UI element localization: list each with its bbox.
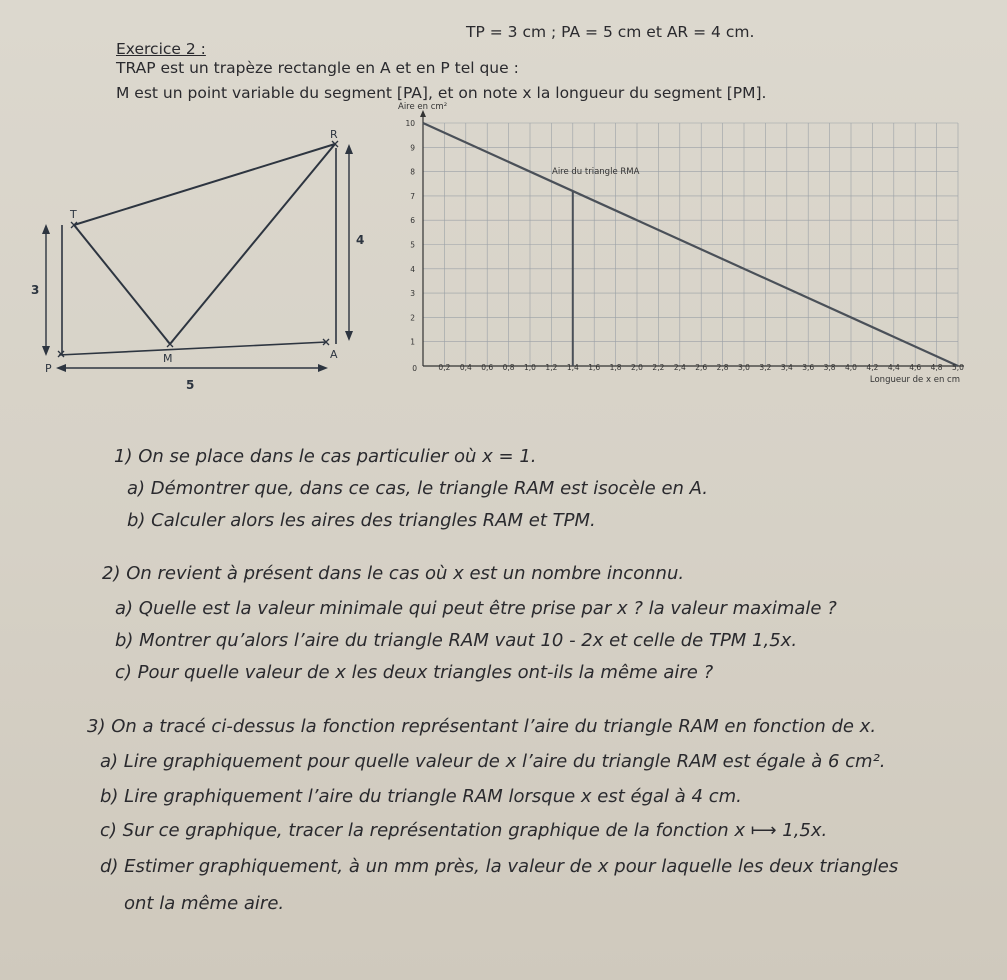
dimension-label-ar: 4 <box>356 233 365 247</box>
question-1a: a) Démontrer que, dans ce cas, le triangle RAM est isocèle en A. <box>127 478 709 499</box>
x-axis-label: Longueur de x en cm <box>869 375 960 385</box>
x-tick-label: 1,6 <box>588 363 601 372</box>
question-2a: a) Quelle est la valeur minimale qui peut être prise par x ? la valeur maximale ? <box>115 598 837 619</box>
y-tick-label: 5 <box>410 240 415 250</box>
y-tick-label: 6 <box>410 216 415 226</box>
x-tick-label: 4,4 <box>887 363 900 372</box>
x-tick-label: 1,2 <box>545 363 558 372</box>
x-tick-label: 4,8 <box>930 363 943 372</box>
exercise-statement-variable: M est un point variable du segment [PA], et on note x la longueur du segment [PM]. <box>116 84 767 102</box>
question-2: 2) On revient à présent dans le cas où x est un nombre inconnu. <box>102 563 685 584</box>
exercise-statement: TRAP est un trapèze rectangle en A et en P tel que : <box>116 59 519 77</box>
x-tick-label: 2,0 <box>631 363 643 372</box>
question-3d: d) Estimer graphiquement, à un mm près, la valeur de x pour laquelle les deux triangles <box>100 856 899 877</box>
x-tick-label: 0,8 <box>502 363 515 372</box>
x-tick-label: 3,8 <box>823 363 836 372</box>
origin-label: 0 <box>412 364 417 373</box>
question-3a: a) Lire graphiquement pour quelle valeur de x l’aire du triangle RAM est égale à 6 cm². <box>100 751 886 772</box>
x-tick-label: 1,8 <box>609 363 622 372</box>
exercise-title: Exercice 2 : <box>116 40 206 58</box>
y-tick-label: 8 <box>410 167 415 177</box>
question-3: 3) On a tracé ci-dessus la fonction représentant l’aire du triangle RAM en fonction de x. <box>87 716 877 737</box>
point-label-P: P <box>45 362 52 375</box>
dimension-label-pa: 5 <box>186 378 195 392</box>
point-label-A: A <box>330 348 338 361</box>
x-tick-label: 2,4 <box>673 363 686 372</box>
chart-axes <box>420 110 964 366</box>
point-label-R: R <box>330 128 338 141</box>
point-label-M: M <box>163 352 173 365</box>
x-tick-label: 1,0 <box>524 363 536 372</box>
x-tick-label: 4,6 <box>909 363 922 372</box>
x-tick-label: 3,2 <box>759 363 772 372</box>
x-tick-label: 2,6 <box>695 363 708 372</box>
point-label-T: T <box>70 208 77 221</box>
x-tick-label: 4,2 <box>866 363 879 372</box>
question-1: 1) On se place dans le cas particulier où x = 1. <box>114 446 537 467</box>
x-tick-label: 1,4 <box>566 363 579 372</box>
given-lengths: TP = 3 cm ; PA = 5 cm et AR = 4 cm. <box>466 23 755 41</box>
question-2b: b) Montrer qu’alors l’aire du triangle RAM vaut 10 - 2x et celle de TPM 1,5x. <box>115 630 798 651</box>
y-tick-label: 3 <box>410 289 415 299</box>
x-tick-label: 0,2 <box>438 363 451 372</box>
x-tick-label: 3,0 <box>738 363 750 372</box>
y-tick-label: 7 <box>410 191 415 201</box>
y-tick-label: 1 <box>410 337 415 347</box>
x-tick-label: 4,0 <box>845 363 857 372</box>
y-tick-label: 10 <box>405 119 415 128</box>
x-tick-label: 2,2 <box>652 363 665 372</box>
question-3c: c) Sur ce graphique, tracer la représentation graphique de la fonction x ⟼ 1,5x. <box>100 820 828 841</box>
dimension-label-tp: 3 <box>31 283 40 297</box>
x-tick-label: 3,4 <box>780 363 793 372</box>
series-label: Aire du triangle RMA <box>552 167 640 177</box>
y-axis-label: Aire en cm² <box>398 102 448 112</box>
x-tick-label: 5,0 <box>952 363 964 372</box>
chart-text <box>398 102 964 385</box>
y-tick-label: 2 <box>410 313 415 323</box>
question-1b: b) Calculer alors les aires des triangles RAM et TPM. <box>127 510 596 531</box>
x-tick-label: 0,6 <box>481 363 494 372</box>
y-tick-label: 4 <box>410 264 415 274</box>
question-3d-continued: ont la même aire. <box>124 893 285 914</box>
question-3b: b) Lire graphiquement l’aire du triangle RAM lorsque x est égal à 4 cm. <box>100 786 742 807</box>
y-tick-label: 9 <box>410 143 415 153</box>
x-tick-label: 0,4 <box>459 363 472 372</box>
question-2c: c) Pour quelle valeur de x les deux triangles ont-ils la même aire ? <box>115 662 714 683</box>
x-tick-label: 3,6 <box>802 363 815 372</box>
x-tick-label: 2,8 <box>716 363 729 372</box>
